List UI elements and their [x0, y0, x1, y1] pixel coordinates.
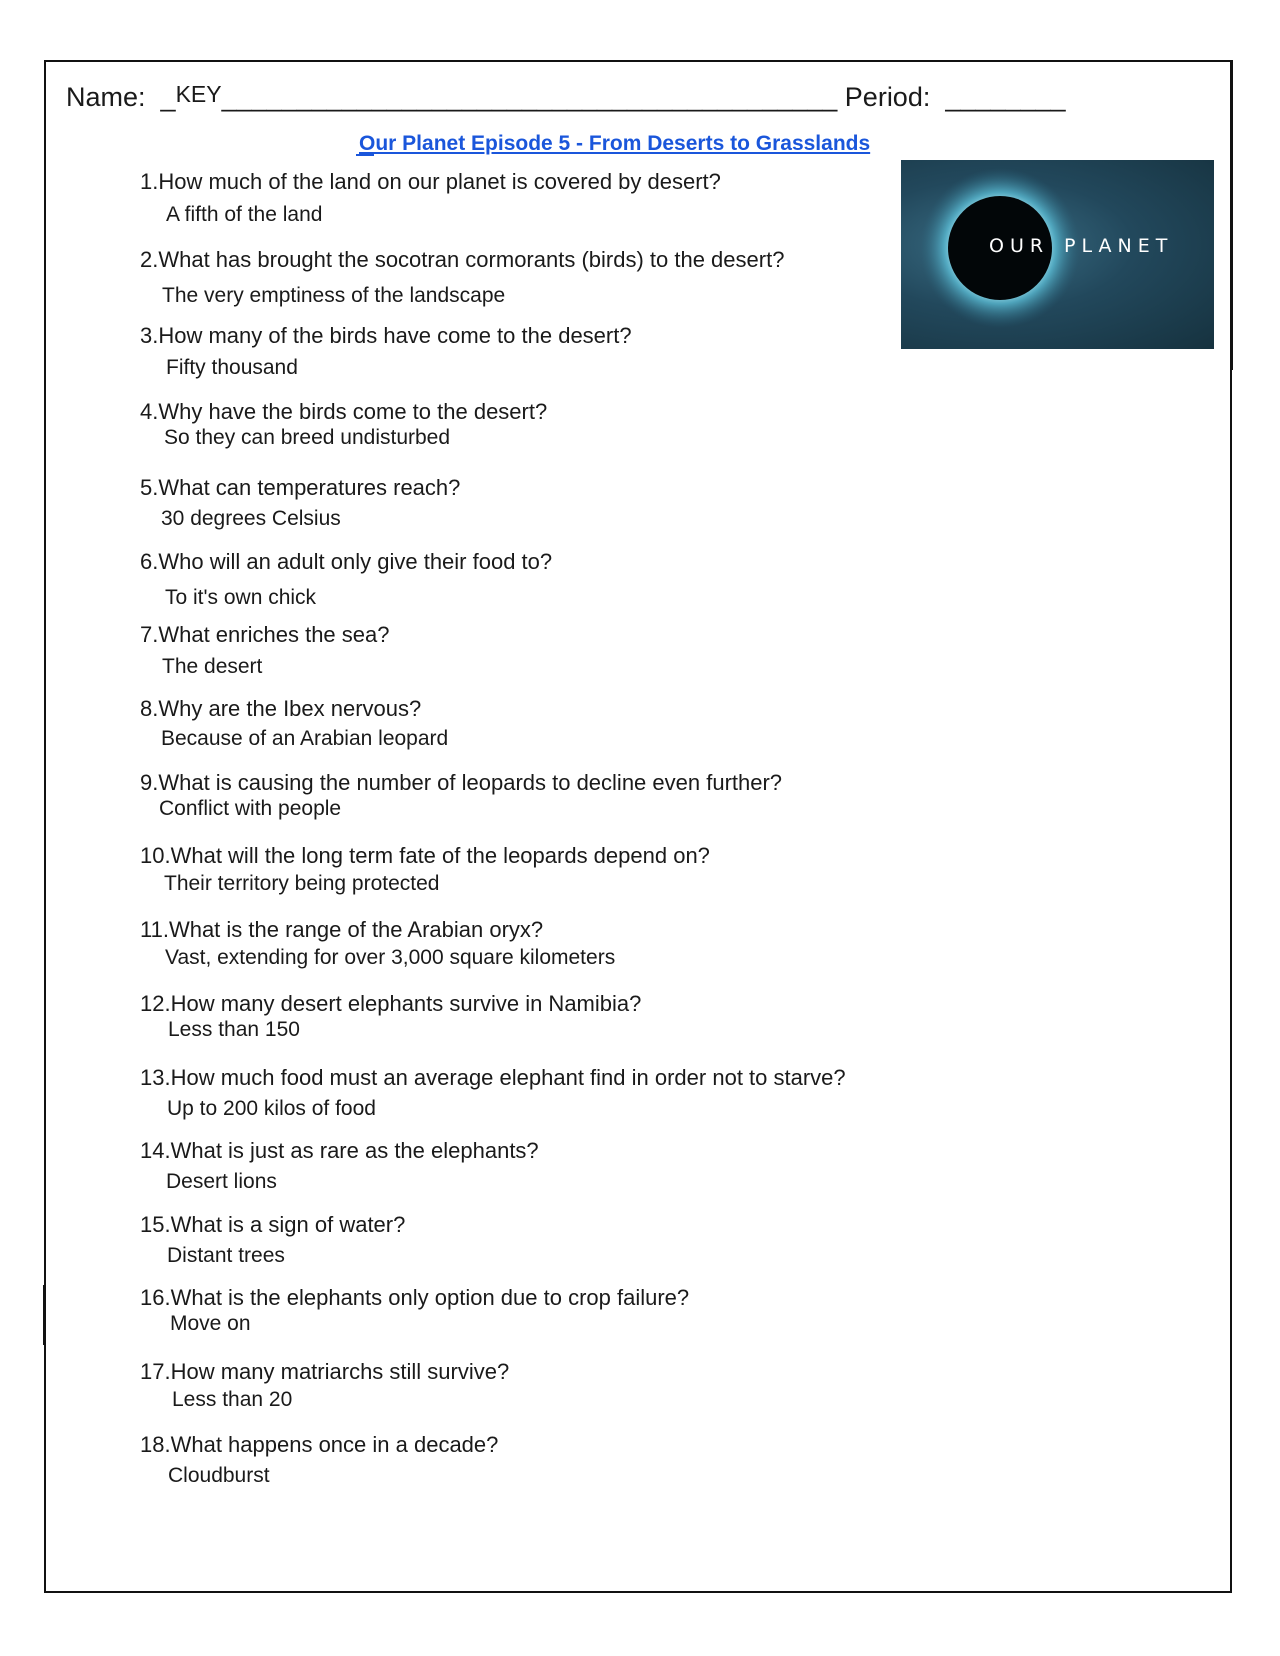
question-text: 16.What is the elephants only option due to crop failure?: [140, 1285, 690, 1310]
answer-text: Less than 20: [172, 1388, 293, 1411]
question-text: 12.How many desert elephants survive in Namibia?: [140, 991, 642, 1016]
question-item: [140, 696, 448, 752]
question-item: [140, 1065, 846, 1122]
question-text: 8.Why are the Ibex nervous?: [140, 696, 422, 721]
question-text: 4.Why have the birds come to the desert?: [140, 399, 548, 424]
question-text: 15.What is a sign of water?: [140, 1212, 406, 1237]
answer-text: Distant trees: [167, 1244, 285, 1267]
question-item: [140, 770, 782, 822]
name-value: KEY: [175, 81, 222, 107]
question-item: [140, 475, 460, 532]
logo-word-planet: PLANET: [1064, 235, 1174, 257]
question-text: 1.How much of the land on our planet is covered by desert?: [140, 169, 721, 194]
answer-text: To it's own chick: [165, 586, 317, 609]
name-field: _KEY_________________________________________: [153, 81, 838, 112]
question-text: 13.How much food must an average elephant find in order not to starve?: [140, 1065, 846, 1090]
question-item: [140, 1285, 689, 1337]
answer-text: Cloudburst: [168, 1464, 270, 1487]
border-mark: [43, 1285, 46, 1345]
question-item: [140, 991, 641, 1043]
answer-text: Because of an Arabian leopard: [161, 727, 449, 750]
answer-text: The very emptiness of the landscape: [162, 284, 506, 307]
answer-text: A fifth of the land: [166, 203, 323, 226]
answer-text: Up to 200 kilos of food: [167, 1097, 376, 1120]
border-mark: [1230, 60, 1233, 370]
answer-text: Conflict with people: [159, 797, 342, 820]
answer-text: Desert lions: [166, 1170, 277, 1193]
question-text: 7.What enriches the sea?: [140, 622, 390, 647]
question-item: [140, 1432, 498, 1489]
answer-text: Fifty thousand: [166, 356, 298, 379]
question-text: 11.What is the range of the Arabian oryx?: [140, 917, 544, 942]
answer-text: The desert: [162, 655, 263, 678]
question-item: [140, 622, 389, 680]
header-line: [66, 82, 1066, 113]
question-item: [140, 549, 552, 611]
question-item: [140, 169, 721, 228]
question-item: [140, 843, 710, 897]
our-planet-logo-image: [901, 160, 1214, 349]
answer-text: So they can breed undisturbed: [164, 426, 451, 449]
question-item: [140, 1138, 539, 1195]
period-field: ________: [937, 82, 1066, 112]
question-text: 14.What is just as rare as the elephants?: [140, 1138, 539, 1163]
answer-text: 30 degrees Celsius: [161, 507, 341, 530]
question-item: [140, 323, 632, 381]
question-text: 2.What has brought the socotran cormorants (birds) to the desert?: [140, 247, 785, 272]
question-item: [140, 399, 547, 451]
question-text: 18.What happens once in a decade?: [140, 1432, 499, 1457]
question-item: [140, 247, 784, 309]
worksheet-title-link[interactable]: Our Planet Episode 5 - From Deserts to Grasslands: [359, 132, 871, 155]
answer-text: Move on: [170, 1312, 251, 1335]
question-text: 17.How many matriarchs still survive?: [140, 1359, 510, 1384]
question-text: 3.How many of the birds have come to the desert?: [140, 323, 632, 348]
answer-text: Less than 150: [168, 1018, 300, 1041]
question-text: 5.What can temperatures reach?: [140, 475, 461, 500]
logo-word-our: OUR: [989, 235, 1050, 257]
question-text: 10.What will the long term fate of the leopards depend on?: [140, 843, 710, 868]
question-item: [140, 1212, 405, 1269]
answer-text: Their territory being protected: [164, 872, 440, 895]
name-label: Name:: [66, 82, 146, 112]
question-item: [140, 917, 615, 971]
question-text: 6.Who will an adult only give their food to?: [140, 549, 553, 574]
question-text: 9.What is causing the number of leopards to decline even further?: [140, 770, 783, 795]
period-label: Period:: [844, 82, 931, 112]
answer-text: Vast, extending for over 3,000 square kilometers: [165, 946, 616, 969]
question-item: [140, 1359, 509, 1413]
